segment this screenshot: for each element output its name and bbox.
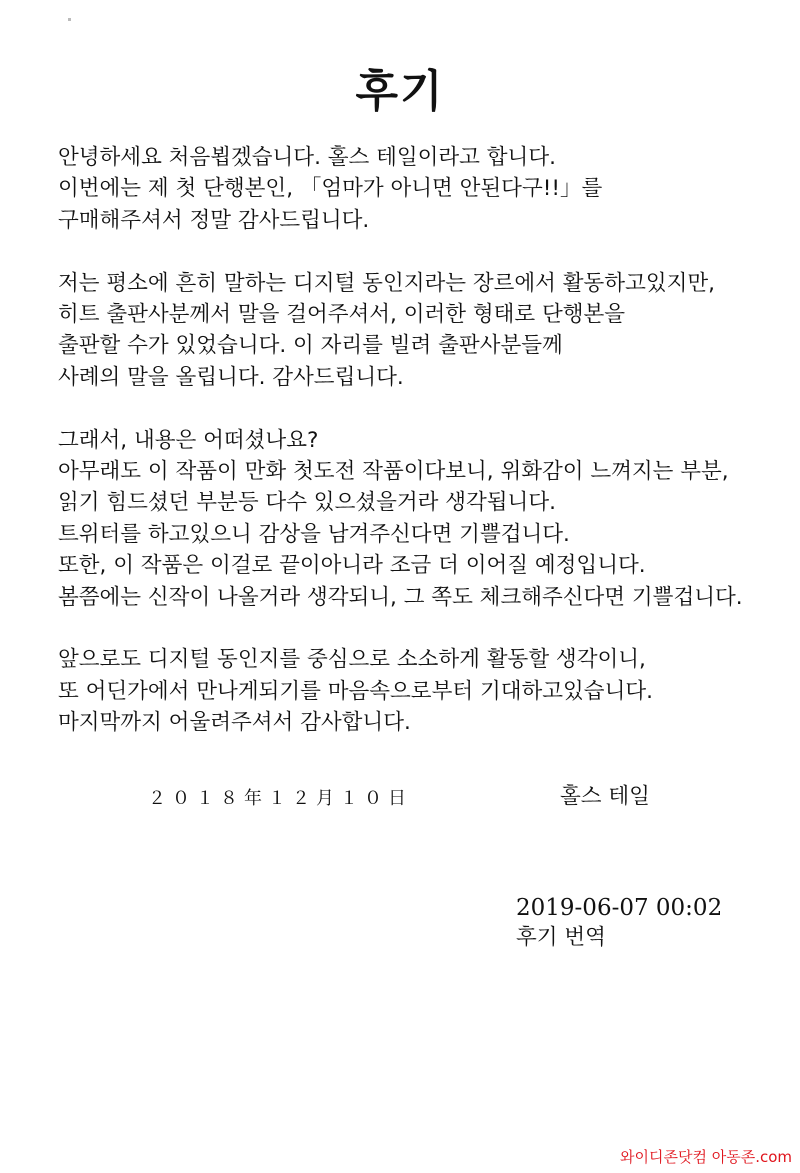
paragraph-content-feedback: [58, 425, 788, 613]
translation-timestamp: 2019-06-07 00:02: [516, 895, 723, 921]
body-line: 앞으로도 디지털 동인지를 중심으로 소소하게 활동할 생각이니,: [58, 647, 646, 673]
afterword-body: [58, 142, 788, 739]
scan-mark: [68, 18, 71, 21]
body-line: 출판할 수가 있었습니다. 이 자리를 빌려 출판사분들께: [58, 333, 563, 359]
body-line: 저는 평소에 흔히 말하는 디지털 동인지라는 장르에서 활동하고있지만,: [58, 270, 715, 296]
paragraph-closing: [58, 644, 788, 738]
body-line: 사례의 말을 올립니다. 감사드립니다.: [58, 364, 404, 390]
body-line: 또 어딘가에서 만나게되기를 마음속으로부터 기대하고있습니다.: [58, 678, 653, 704]
body-line: 이번에는 제 첫 단행본인, 「엄마가 아니면 안된다구!!」를: [58, 176, 603, 202]
page-title: 후기: [355, 66, 445, 117]
body-line: 아무래도 이 작품이 만화 첫도전 작품이다보니, 위화감이 느껴지는 부분,: [58, 459, 729, 485]
body-line: 마지막까지 어울려주셔서 감사합니다.: [58, 710, 411, 736]
site-watermark: 와이디존닷컴 아동존.com: [620, 1148, 792, 1166]
body-line: 안녕하세요 처음뵙겠습니다. 홀스 테일이라고 합니다.: [58, 145, 556, 170]
body-line: 읽기 힘드셨던 부분등 다수 있으셨을거라 생각됩니다.: [58, 490, 556, 516]
signature-author: 홀스 테일: [560, 784, 650, 809]
body-line: 그래서, 내용은 어떠셨나요?: [58, 427, 319, 453]
body-line: 구매해주셔서 정말 감사드립니다.: [58, 207, 370, 233]
paragraph-greeting: [58, 142, 788, 236]
translation-label: 후기 번역: [516, 925, 606, 950]
body-line: 트위터를 하고있으니 감상을 남겨주신다면 기쁠겁니다.: [58, 521, 570, 547]
signature-date: ２０１８年１２月１０日: [148, 788, 412, 809]
body-line: 히트 출판사분께서 말을 걸어주셔서, 이러한 형태로 단행본을: [58, 302, 626, 328]
body-line: 또한, 이 작품은 이걸로 끝이아니라 조금 더 이어질 예정입니다.: [58, 553, 646, 579]
paragraph-publisher-thanks: [58, 268, 788, 394]
body-line: 봄쯤에는 신작이 나올거라 생각되니, 그 쪽도 체크해주신다면 기쁠겁니다.: [58, 584, 743, 610]
